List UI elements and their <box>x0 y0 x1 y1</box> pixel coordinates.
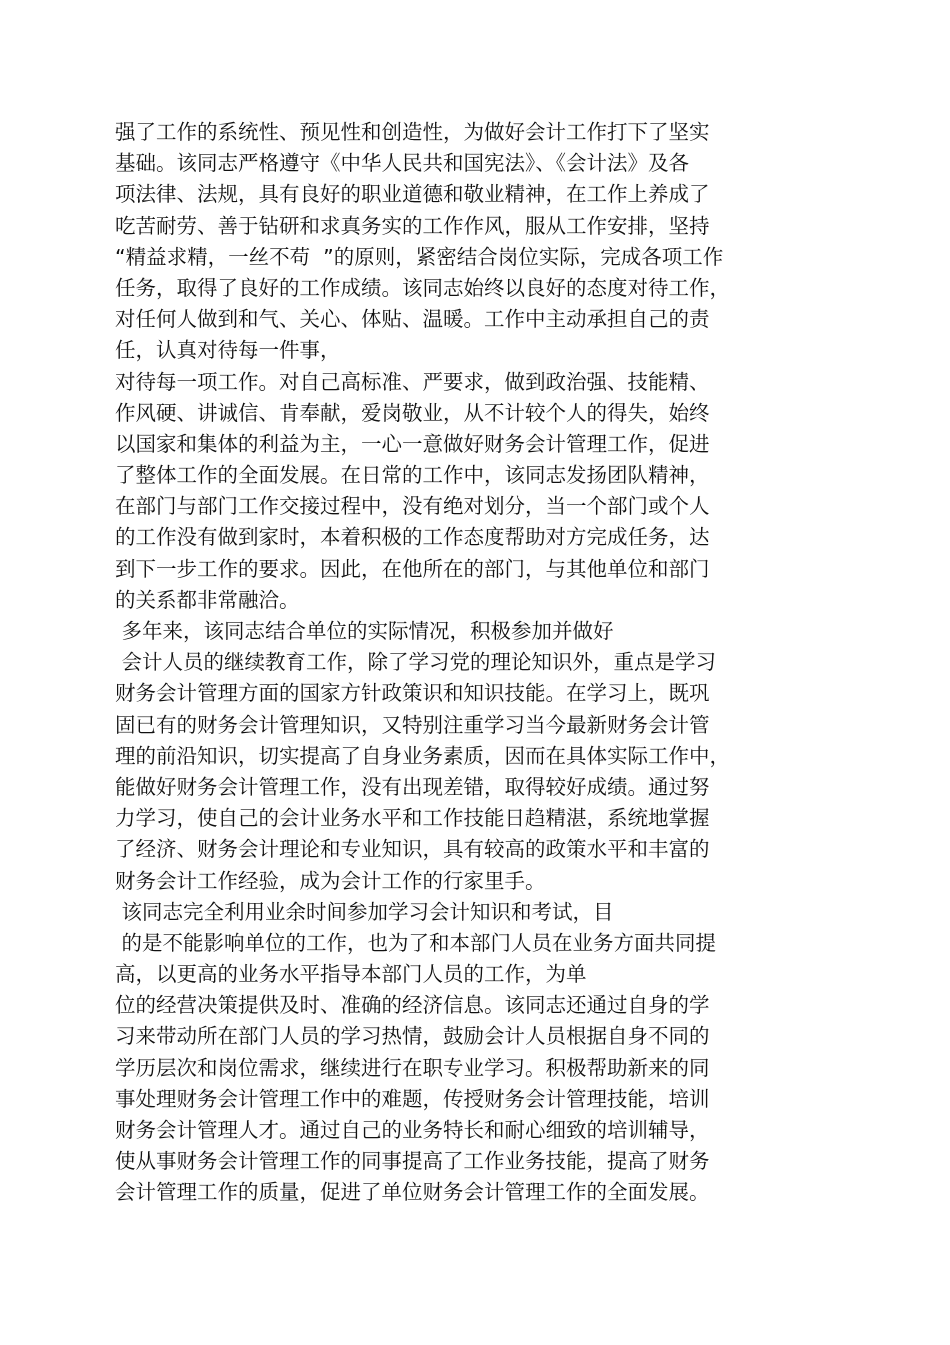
text-line-6: 任务，取得了良好的工作成绩。该同志始终以良好的态度对待工作， <box>115 275 730 300</box>
text-line-29: 位的经营决策提供及时、准确的经济信息。该同志还通过自身的学 <box>115 993 710 1018</box>
text-line-5: “精益求精，一丝不苟 ”的原则，紧密结合岗位实际，完成各项工作 <box>115 244 724 269</box>
text-line-16: 的关系都非常融洽。 <box>115 587 300 612</box>
text-line-3: 项法律、法规，具有良好的职业道德和敬业精神，在工作上养成了 <box>115 182 710 207</box>
text-line-20: 固已有的财务会计管理知识，又特别注重学习当今最新财务会计管 <box>115 712 710 737</box>
text-line-7: 对任何人做到和气、关心、体贴、温暖。工作中主动承担自己的责 <box>115 307 710 332</box>
text-line-12: 了整体工作的全面发展。在日常的工作中，该同志发扬团队精神， <box>115 463 710 488</box>
text-line-21: 理的前沿知识，切实提高了自身业务素质，因而在具体实际工作中， <box>115 743 730 768</box>
body-text <box>115 117 775 1209</box>
text-line-26: 该同志完全利用业余时间参加学习会计知识和考试，目 <box>115 899 614 924</box>
text-line-24: 了经济、财务会计理论和专业知识，具有较高的政策水平和丰富的 <box>115 837 710 862</box>
text-line-28: 高，以更高的业务水平指导本部门人员的工作，为单 <box>115 962 587 987</box>
text-line-13: 在部门与部门工作交接过程中，没有绝对划分，当一个部门或个人 <box>115 494 710 519</box>
text-line-1: 强了工作的系统性、预见性和创造性，为做好会计工作打下了坚实 <box>115 120 710 144</box>
text-line-8: 任，认真对待每一件事， <box>115 338 341 363</box>
text-line-23: 力学习，使自己的会计业务水平和工作技能日趋精湛，系统地掌握 <box>115 806 710 831</box>
text-line-27: 的是不能影响单位的工作，也为了和本部门人员在业务方面共同提 <box>115 930 717 955</box>
text-line-15: 到下一步工作的要求。因此，在他所在的部门，与其他单位和部门 <box>115 556 710 581</box>
text-line-4: 吃苦耐劳、善于钻研和求真务实的工作作风，服从工作安排，坚持 <box>115 213 710 238</box>
text-line-10: 作风硬、讲诚信、肯奉献，爱岗敬业，从不计较个人的得失，始终 <box>115 400 710 425</box>
text-line-9: 对待每一项工作。对自己高标准、严要求，做到政治强、技能精、 <box>115 369 710 394</box>
text-line-11: 以国家和集体的利益为主，一心一意做好财务会计管理工作，促进 <box>115 431 710 456</box>
text-line-32: 事处理财务会计管理工作中的难题，传授财务会计管理技能，培训 <box>115 1086 710 1111</box>
text-line-19: 财务会计管理方面的国家方针政策识和知识技能。在学习上，既巩 <box>115 681 710 706</box>
text-line-17: 多年来，该同志结合单位的实际情况，积极参加并做好 <box>115 619 614 643</box>
text-line-30: 习来带动所在部门人员的学习热情，鼓励会计人员根据自身不同的 <box>115 1024 710 1049</box>
text-line-22: 能做好财务会计管理工作，没有出现差错，取得较好成绩。通过努 <box>115 774 710 799</box>
text-line-34: 使从事财务会计管理工作的同事提高了工作业务技能，提高了财务 <box>115 1149 710 1174</box>
text-line-2: 基础。该同志严格遵守《中华人民共和国宪法》、《会计法》及各 <box>115 151 689 176</box>
text-line-31: 学历层次和岗位需求，继续进行在职专业学习。积极帮助新来的同 <box>115 1055 710 1080</box>
text-line-35: 会计管理工作的质量，促进了单位财务会计管理工作的全面发展。 <box>115 1180 710 1205</box>
text-line-14: 的工作没有做到家时，本着积极的工作态度帮助对方完成任务，达 <box>115 525 710 550</box>
text-line-18: 会计人员的继续教育工作，除了学习党的理论知识外，重点是学习 <box>115 650 717 675</box>
text-line-25: 财务会计工作经验，成为会计工作的行家里手。 <box>115 868 546 893</box>
text-line-33: 财务会计管理人才。通过自己的业务特长和耐心细致的培训辅导， <box>115 1118 710 1142</box>
